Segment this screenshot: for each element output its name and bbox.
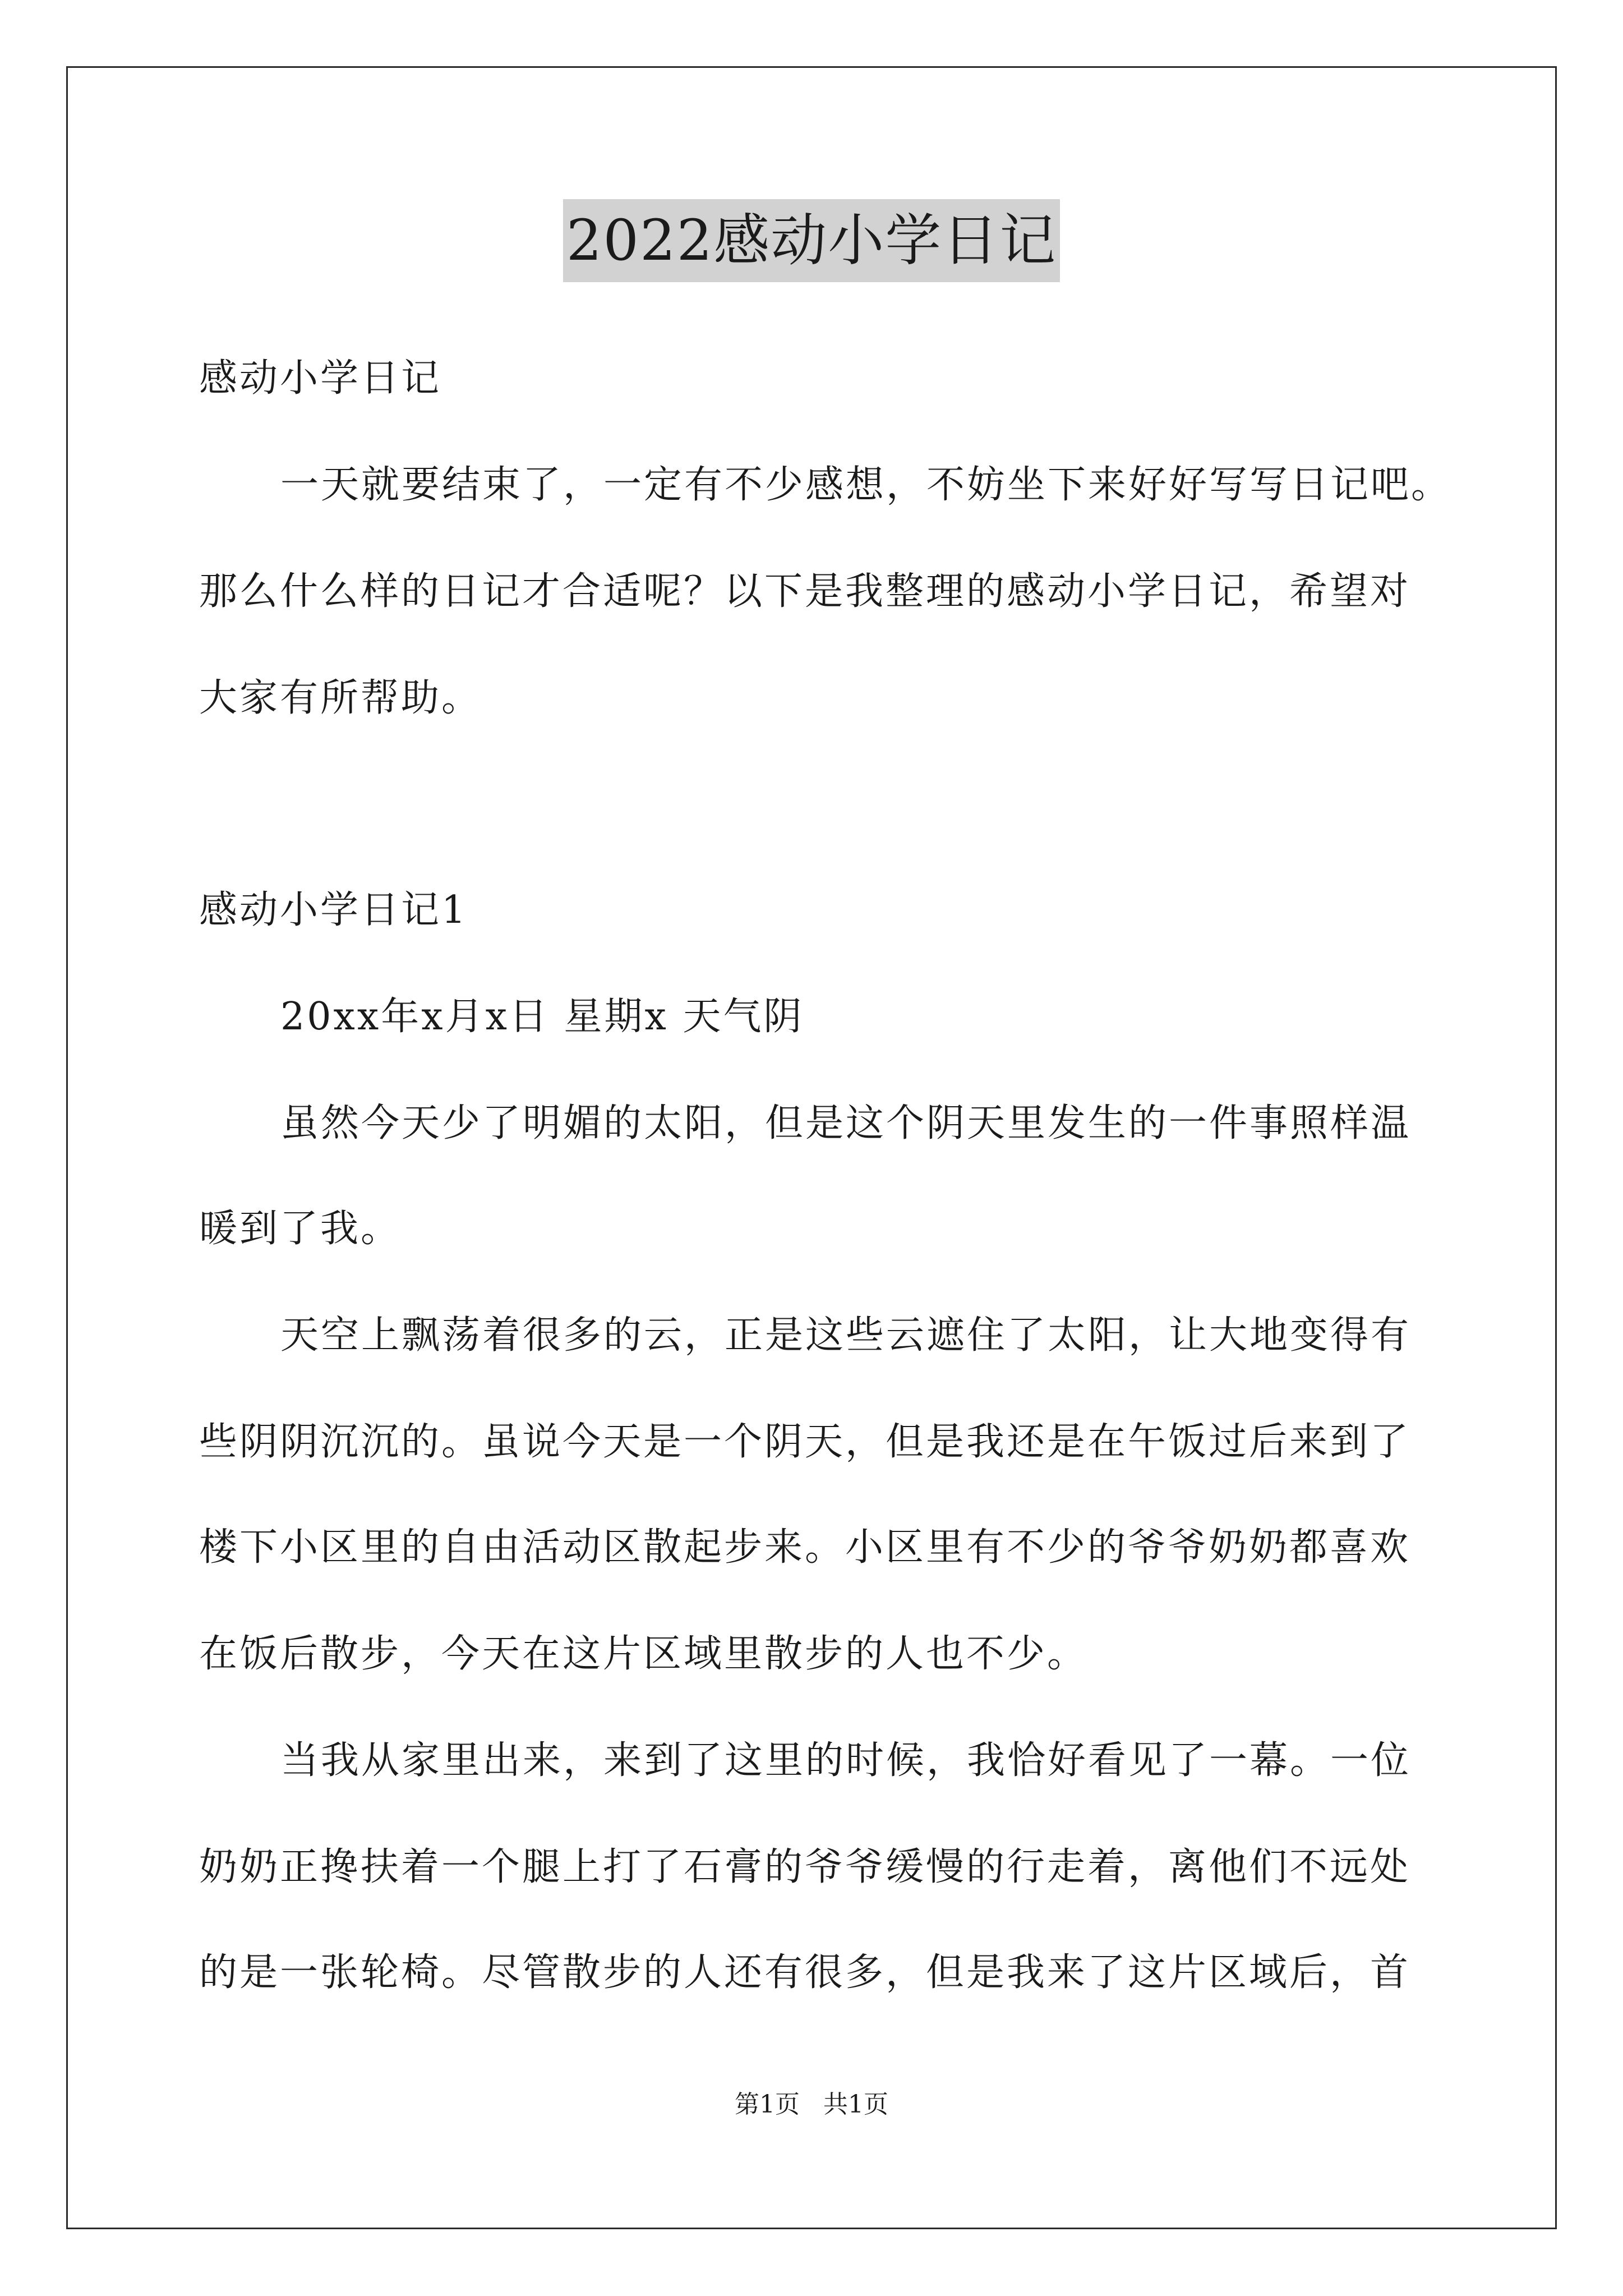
date-weather-line: 20xx年x月x日 星期x 天气阴 <box>280 995 804 1039</box>
paragraph-line: 一天就要结束了，一定有不少感想，不妨坐下来好好写写日记吧。 <box>280 463 1452 507</box>
paragraph-line: 奶奶正搀扶着一个腿上打了石膏的爷爷缓慢的行走着，离他们不远处 <box>199 1845 1411 1889</box>
paragraph-line: 大家有所帮助。 <box>199 676 482 720</box>
section-heading: 感动小学日记1 <box>199 888 468 932</box>
title-container <box>0 199 1623 282</box>
paragraph-line: 的是一张轮椅。尽管散步的人还有很多，但是我来了这片区域后，首 <box>199 1950 1411 1995</box>
page-footer <box>0 2088 1623 2122</box>
section-heading: 感动小学日记 <box>199 356 442 401</box>
paragraph-line: 楼下小区里的自由活动区散起步来。小区里有不少的爷爷奶奶都喜欢 <box>199 1525 1411 1570</box>
paragraph-line: 些阴阴沉沉的。虽说今天是一个阴天，但是我还是在午饭过后来到了 <box>199 1420 1411 1464</box>
document-title: 2022感动小学日记 <box>563 199 1061 282</box>
paragraph-line: 那么什么样的日记才合适呢？以下是我整理的感动小学日记，希望对 <box>199 569 1411 614</box>
paragraph-line: 暖到了我。 <box>199 1207 402 1251</box>
page-number: 第1页 <box>735 2090 800 2119</box>
paragraph-line: 虽然今天少了明媚的太阳，但是这个阴天里发生的一件事照样温 <box>280 1101 1412 1145</box>
paragraph-line: 当我从家里出来，来到了这里的时候，我恰好看见了一幕。一位 <box>280 1738 1412 1783</box>
paragraph-line: 天空上飘荡着很多的云，正是这些云遮住了太阳，让大地变得有 <box>280 1313 1412 1358</box>
paragraph-line: 在饭后散步，今天在这片区域里散步的人也不少。 <box>199 1632 1088 1676</box>
page-total: 共1页 <box>823 2090 888 2119</box>
